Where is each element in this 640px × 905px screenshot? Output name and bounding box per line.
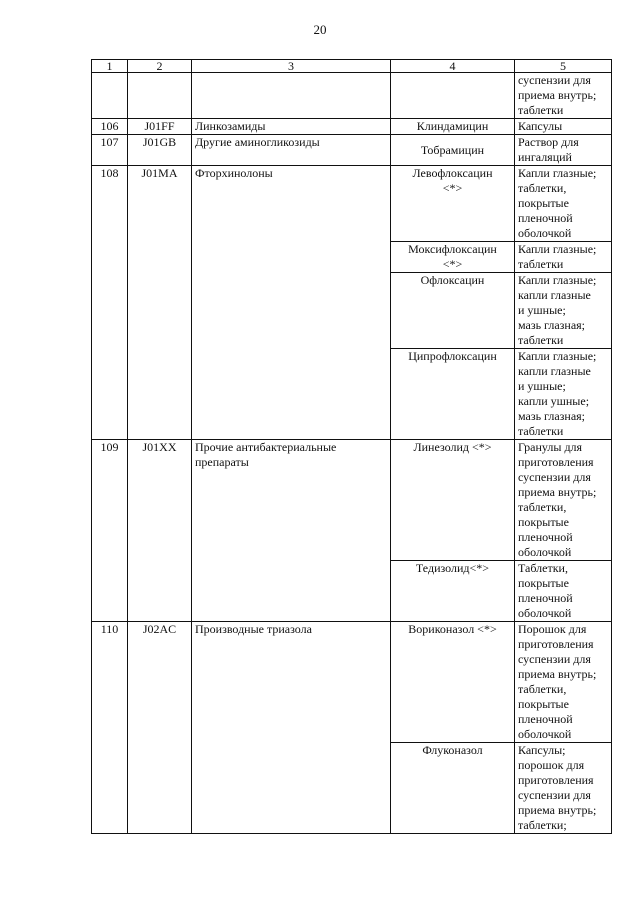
dosage-form: Капли глазные; капли глазные и ушные; капли ушные; мазь глазная; таблетки	[515, 349, 612, 440]
drug-name: Флуконазол	[391, 743, 515, 834]
drug-name: Тедизолид<*>	[391, 561, 515, 622]
atc-code: J01MA	[128, 166, 192, 440]
dosage-form: Капсулы; порошок для приготовления суспензии для приема внутрь; таблетки;	[515, 743, 612, 834]
group-number: 107	[92, 135, 128, 166]
drug-name: Левофлоксацин <*>	[391, 166, 515, 242]
table-row	[92, 166, 612, 242]
group-name: Другие аминогликозиды	[192, 135, 391, 166]
drug-name: Тобрамицин	[391, 135, 515, 166]
dosage-form: Капли глазные; капли глазные и ушные; мазь глазная; таблетки	[515, 273, 612, 349]
continuation-row	[92, 73, 612, 119]
column-header-1: 1	[92, 60, 128, 73]
table-row	[92, 622, 612, 743]
medication-table	[91, 59, 612, 834]
dosage-form: Капсулы	[515, 119, 612, 135]
atc-code: J01XX	[128, 440, 192, 622]
column-header-3: 3	[192, 60, 391, 73]
atc-code: J02AC	[128, 622, 192, 834]
dosage-form: Гранулы для приготовления суспензии для приема внутрь; таблетки, покрытые пленочной оболочкой	[515, 440, 612, 561]
drug-name: Офлоксацин	[391, 273, 515, 349]
group-name: Линкозамиды	[192, 119, 391, 135]
atc-code: J01FF	[128, 119, 192, 135]
group-number: 106	[92, 119, 128, 135]
column-header-4: 4	[391, 60, 515, 73]
dosage-form: Раствор для ингаляций	[515, 135, 612, 166]
column-header-2: 2	[128, 60, 192, 73]
continuation-code	[128, 73, 192, 119]
group-number: 109	[92, 440, 128, 622]
column-header-5: 5	[515, 60, 612, 73]
drug-name: Моксифлоксацин <*>	[391, 242, 515, 273]
continuation-num	[92, 73, 128, 119]
group-number: 110	[92, 622, 128, 834]
group-name: Производные триазола	[192, 622, 391, 834]
group-name: Фторхинолоны	[192, 166, 391, 440]
continuation-group	[192, 73, 391, 119]
drug-name: Линезолид <*>	[391, 440, 515, 561]
page-number: 20	[313, 22, 327, 37]
dosage-form: Капли глазные; таблетки	[515, 242, 612, 273]
drug-name: Ципрофлоксацин	[391, 349, 515, 440]
table-row	[92, 135, 612, 166]
header-row	[92, 60, 612, 73]
group-number: 108	[92, 166, 128, 440]
drug-name: Клиндамицин	[391, 119, 515, 135]
table-body	[92, 73, 612, 834]
atc-code: J01GB	[128, 135, 192, 166]
continuation-form: суспензии для приема внутрь; таблетки	[515, 73, 612, 119]
dosage-form: Порошок для приготовления суспензии для приема внутрь; таблетки, покрытые пленочной оболочкой	[515, 622, 612, 743]
drug-name: Вориконазол <*>	[391, 622, 515, 743]
dosage-form: Капли глазные; таблетки, покрытые пленочной оболочкой	[515, 166, 612, 242]
table-row	[92, 440, 612, 561]
table-row	[92, 119, 612, 135]
continuation-drug	[391, 73, 515, 119]
dosage-form: Таблетки, покрытые пленочной оболочкой	[515, 561, 612, 622]
group-name: Прочие антибактериальные препараты	[192, 440, 391, 622]
